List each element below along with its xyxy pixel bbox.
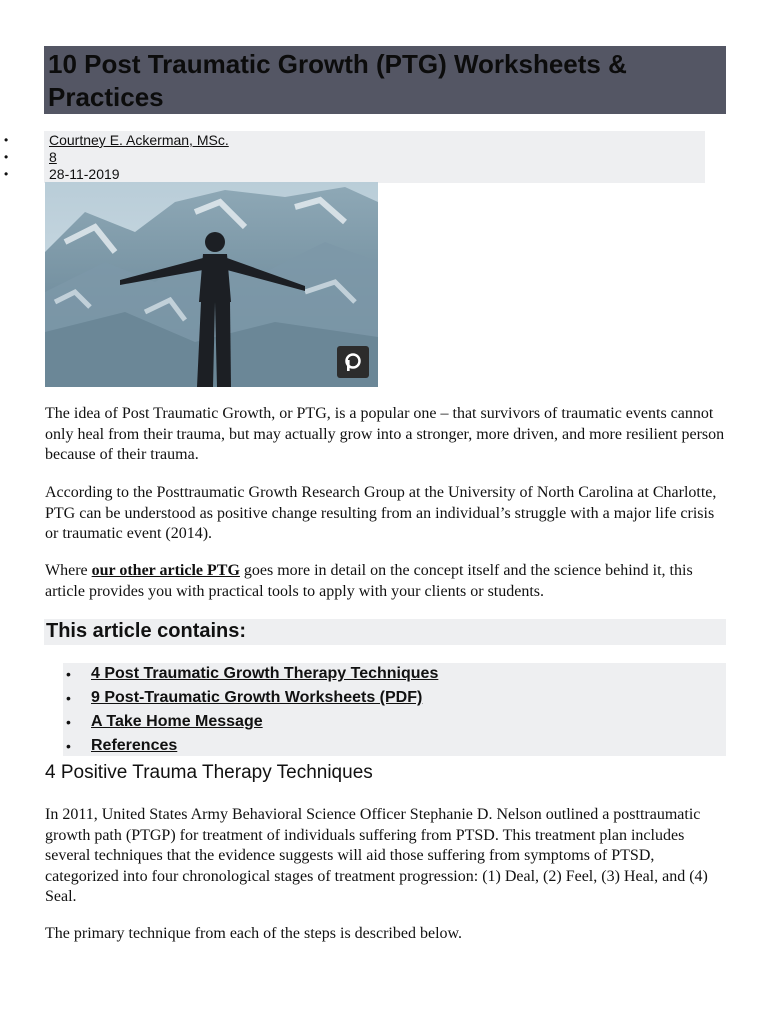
toc-link-techniques[interactable]: 4 Post Traumatic Growth Therapy Techniques (91, 665, 439, 682)
publish-date: 28-11-2019 (49, 166, 120, 182)
toc-link-references[interactable]: References (91, 737, 178, 754)
section-paragraph-2: The primary technique from each of the steps is described below. (45, 925, 463, 942)
comments-link[interactable]: 8 (49, 149, 57, 165)
section-heading: 4 Positive Trauma Therapy Techniques (45, 762, 373, 783)
pinterest-icon[interactable] (337, 346, 369, 378)
definition-paragraph: According to the Posttraumatic Growth Research Group at the University of North Carolina at Charlotte, PTG can be understood as positive change resulting from an individual’s struggle with a major life crisis or traumatic event (2014). (45, 484, 717, 542)
toc-link-worksheets[interactable]: 9 Post-Traumatic Growth Worksheets (PDF) (91, 689, 423, 706)
contents-heading: This article contains: (46, 620, 247, 642)
contents-list (63, 663, 438, 759)
list-item (63, 687, 438, 711)
link-paragraph-end: goes more in detail on the concept itself and the science behind it, this article provides you with practical tools to apply with your clients or students. (45, 562, 693, 600)
author-link[interactable]: Courtney E. Ackerman, MSc. (49, 132, 229, 148)
other-article-link[interactable]: our other article PTG (91, 562, 240, 579)
list-item (63, 711, 438, 735)
list-item (63, 663, 438, 687)
toc-link-take-home[interactable]: A Take Home Message (91, 713, 263, 730)
contents-heading-box (44, 619, 726, 645)
intro-paragraph: The idea of Post Traumatic Growth, or PTG, is a popular one – that survivors of traumatic events cannot only heal from their trauma, but may actually grow into a stronger, more driven, and more resilient person because of their trauma. (45, 405, 725, 463)
title-banner (44, 46, 726, 114)
meta-author (0, 132, 229, 149)
link-paragraph-start: Where (45, 562, 92, 579)
link-paragraph (45, 561, 725, 602)
hero-image (45, 182, 378, 387)
meta-comments (0, 149, 229, 166)
section-paragraph: In 2011, United States Army Behavioral Science Officer Stephanie D. Nelson outlined a posttraumatic growth path (PTGP) for treatment of individuals suffering from PTSD. This treatment plan includes several techniques that the evidence suggests will aid those suffering from symptoms of PTSD, categorized into four chronological stages of treatment progression: (1) Deal, (2) Feel, (3) Heal, and (4) Seal. (45, 806, 708, 905)
page-title: 10 Post Traumatic Growth (PTG) Worksheets & Practices (48, 49, 627, 112)
article-meta (0, 132, 229, 183)
list-item (63, 735, 438, 759)
meta-date (0, 166, 229, 183)
